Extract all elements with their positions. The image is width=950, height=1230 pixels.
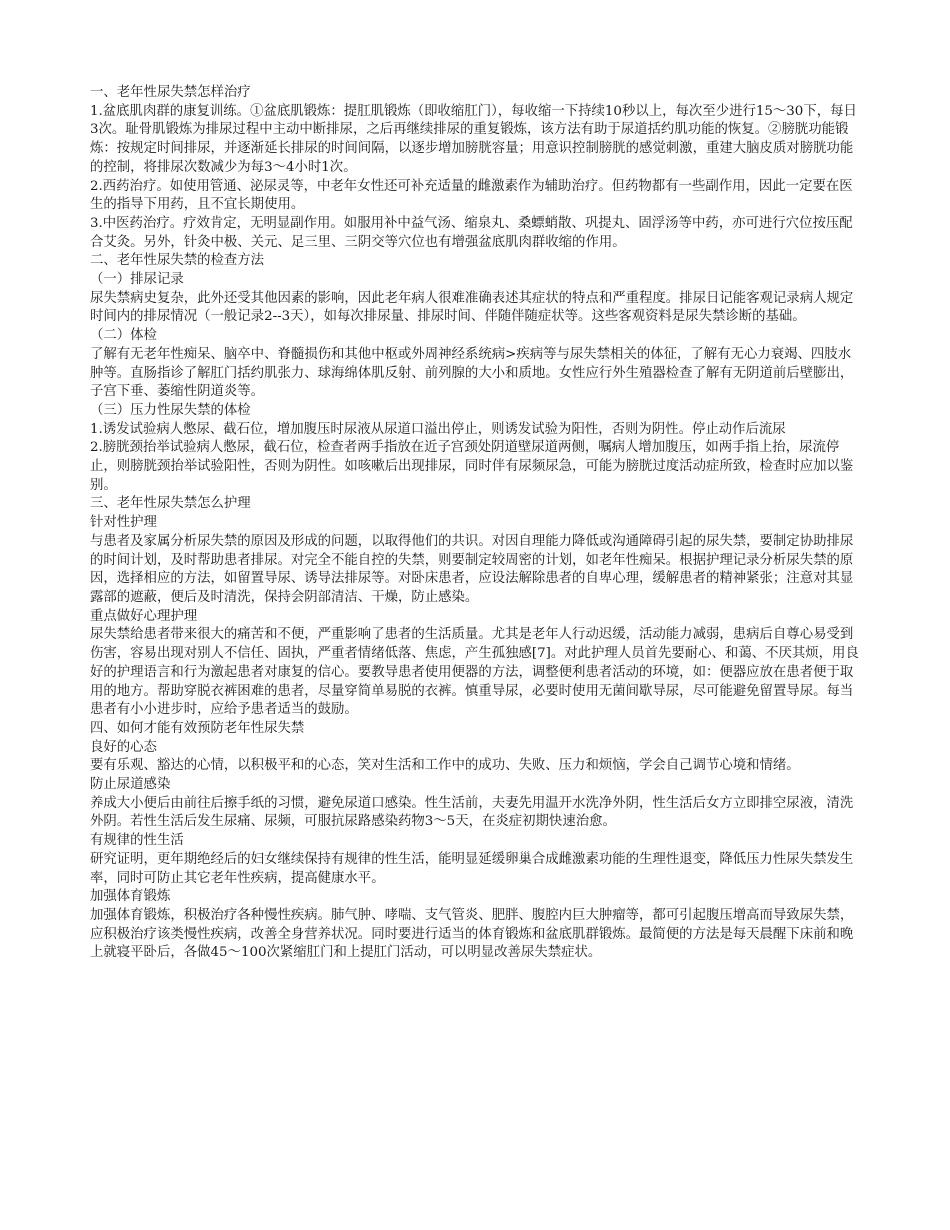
paragraph-bladder-neck-test	[90, 439, 864, 495]
paragraph-good-mindset	[90, 757, 864, 776]
paragraph-voiding-record	[90, 290, 864, 327]
subheading-text: 重点做好心理护理	[90, 608, 198, 624]
paragraph-text: 3.中医药治疗。疗效肯定，无明显副作用。如服用补中益气汤、缩泉丸、桑螵蛸散、巩提丸、固浮汤等中药，亦可进行穴位按压配合艾灸。另外，针灸中极、关元、足三里、三阴交等穴位也有增强盆底肌肉群收缩的作用。	[90, 215, 853, 250]
subheading-stress-incontinence-exam	[90, 402, 864, 421]
paragraph-text: 加强体育锻炼，积极治疗各种慢性疾病。肺气肿、哮喘、支气管炎、肥胖、腹腔内巨大肿瘤等，都可引起腹压增高而导致尿失禁，应积极治疗该类慢性疾病，改善全身营养状况。同时要进行适当的体育锻炼和盆底肌群锻炼。最简便的方法是每天晨醒下床前和晚上就寝平卧后，各做45～100次紧缩肛门和上提肛门活动，可以明显改善尿失禁症状。	[90, 907, 854, 961]
subheading-text: 有规律的性生活	[90, 833, 184, 849]
subheading-prevent-infection	[90, 776, 864, 795]
paragraph-western-medicine	[90, 178, 864, 215]
paragraph-prevent-infection	[90, 795, 864, 832]
subheading-regular-sex-life	[90, 832, 864, 851]
paragraph-text: 1.盆底肌肉群的康复训练。①盆底肌锻炼：提肛肌锻炼（即收缩肛门），每收缩一下持续10秒以上，每次至少进行15～30下，每日3次。耻骨肌锻炼为排尿过程中主动中断排尿，之后再继续排尿的重复锻炼，该方法有助于尿道括约肌功能的恢复。②膀胱功能锻炼：按规定时间排尿，并逐渐延长排尿的时间间隔，以逐步增加膀胱容量；用意识控制膀胱的感觉刺激，重建大脑皮质对膀胱功能的控制，将排尿次数减少为每3～4小时1次。	[90, 103, 857, 175]
paragraph-exercise	[90, 907, 864, 963]
heading-text: 四、如何才能有效预防老年性尿失禁	[90, 720, 305, 736]
subheading-targeted-nursing	[90, 514, 864, 533]
heading-text: 二、老年性尿失禁的检查方法	[90, 253, 265, 269]
paragraph-text: 了解有无老年性痴呆、脑卒中、脊髓损伤和其他中枢或外周神经系统病>疾病等与尿失禁相关的体征，了解有无心力衰竭、四肢水肿等。直肠指诊了解肛门括约肌张力、球海绵体肌反射、前列腺的大小和质地。女性应行外生殖器检查了解有无阴道前后壁膨出，子宫下垂、萎缩性阴道炎等。	[90, 346, 854, 400]
subheading-text: （二）体检	[90, 328, 157, 344]
subheading-text: 防止尿道感染	[90, 777, 171, 793]
subheading-text: 良好的心态	[90, 739, 157, 755]
paragraph-regular-sex-life	[90, 851, 864, 888]
subheading-exercise	[90, 888, 864, 907]
subheading-physical-exam	[90, 327, 864, 346]
paragraph-text: 养成大小便后由前往后擦手纸的习惯，避免尿道口感染。性生活前，夫妻先用温开水洗净外阴，性生活后女方立即排空尿液，清洗外阴。若性生活后发生尿痛、尿频，可服抗尿路感染药物3～5天，在炎症初期快速治愈。	[90, 795, 854, 830]
paragraph-text: 研究证明，更年期绝经后的妇女继续保持有规律的性生活，能明显延缓卵巢合成雌激素功能的生理性退变，降低压力性尿失禁发生率，同时可防止其它老年性疾病，提高健康水平。	[90, 851, 854, 886]
paragraph-text: 1.诱发试验病人憋尿、截石位，增加腹压时尿液从尿道口溢出停止，则诱发试验为阳性，否则为阴性。停止动作后流尿	[90, 421, 786, 437]
subheading-good-mindset	[90, 739, 864, 758]
paragraph-targeted-nursing	[90, 533, 864, 608]
subheading-text: （一）排尿记录	[90, 272, 184, 288]
subheading-psychological-nursing	[90, 608, 864, 627]
subheading-text: 针对性护理	[90, 515, 157, 531]
paragraph-text: 2.西药治疗。如使用管通、泌尿灵等，中老年女性还可补充适量的雌激素作为辅助治疗。但药物都有一些副作用，因此一定要在医生的指导下用药，且不宜长期使用。	[90, 178, 853, 213]
heading-text: 一、老年性尿失禁怎样治疗	[90, 85, 251, 100]
subheading-voiding-record	[90, 271, 864, 290]
paragraph-text: 2.膀胱颈抬举试验病人憋尿，截石位，检查者两手指放在近子宫颈处阴道壁尿道两侧，嘱病人增加腹压，如两手指上抬，尿流停止，则膀胱颈抬举试验阳性，否则为阴性。如咳嗽后出现排尿，同时伴有尿频尿急，可能为膀胱过度活动症所致，检查时应加以鉴别。	[90, 440, 854, 493]
paragraph-provocation-test	[90, 421, 864, 440]
heading-prevention	[90, 720, 864, 739]
subheading-text: 加强体育锻炼	[90, 889, 171, 905]
paragraph-chinese-medicine	[90, 215, 864, 252]
heading-treatment	[90, 84, 864, 103]
paragraph-text: 尿失禁病史复杂，此外还受其他因素的影响，因此老年病人很难准确表述其症状的特点和严重程度。排尿日记能客观记录病人规定时间内的排尿情况（一般记录2--3天），如每次排尿量、排尿时间、伴随伴随症状等。这些客观资料是尿失禁诊断的基础。	[90, 290, 854, 325]
paragraph-physical-exam	[90, 346, 864, 402]
heading-examination	[90, 252, 864, 271]
heading-text: 三、老年性尿失禁怎么护理	[90, 496, 251, 512]
paragraph-text: 与患者及家属分析尿失禁的原因及形成的问题，以取得他们的共识。对因自理能力降低或沟通障碍引起的尿失禁，要制定协助排尿的时间计划，及时帮助患者排尿。对完全不能自控的失禁，则要制定较周密的计划，如老年性痴呆。根据护理记录分析尿失禁的原因，选择相应的方法，如留置导尿、诱导法排尿等。对卧床患者，应设法解除患者的自卑心理，缓解患者的精神紧张；注意对其显露部的遮蔽，便后及时清洗，保持会阴部清洁、干燥，防止感染。	[90, 533, 854, 605]
paragraph-psychological-nursing	[90, 626, 864, 720]
paragraph-text: 要有乐观、豁达的心情，以积极平和的心态，笑对生活和工作中的成功、失败、压力和烦恼，学会自己调节心境和情绪。	[90, 758, 800, 774]
subheading-text: （三）压力性尿失禁的体检	[90, 402, 251, 418]
heading-nursing	[90, 495, 864, 514]
paragraph-pelvic-floor-training	[90, 103, 864, 178]
paragraph-text: 尿失禁给患者带来很大的痛苦和不便，严重影响了患者的生活质量。尤其是老年人行动迟缓，活动能力减弱，患病后自尊心易受到伤害，容易出现对别人不信任、固执，严重者情绪低落、焦虑，产生孤独感[7]。对此护理人员首先要耐心、和蔼、不厌其烦，用良好的护理语言和行为激起患者对康复的信心。要教导患者使用便器的方法，调整便利患者活动的环境，如：便器应放在患者便于取用的地方。帮助穿脱衣裤困难的患者，尽量穿简单易脱的衣裤。慎重导尿，必要时使用无菌间歇导尿，尽可能避免留置导尿。每当患者有小小进步时，应给予患者适当的鼓励。	[90, 627, 859, 718]
